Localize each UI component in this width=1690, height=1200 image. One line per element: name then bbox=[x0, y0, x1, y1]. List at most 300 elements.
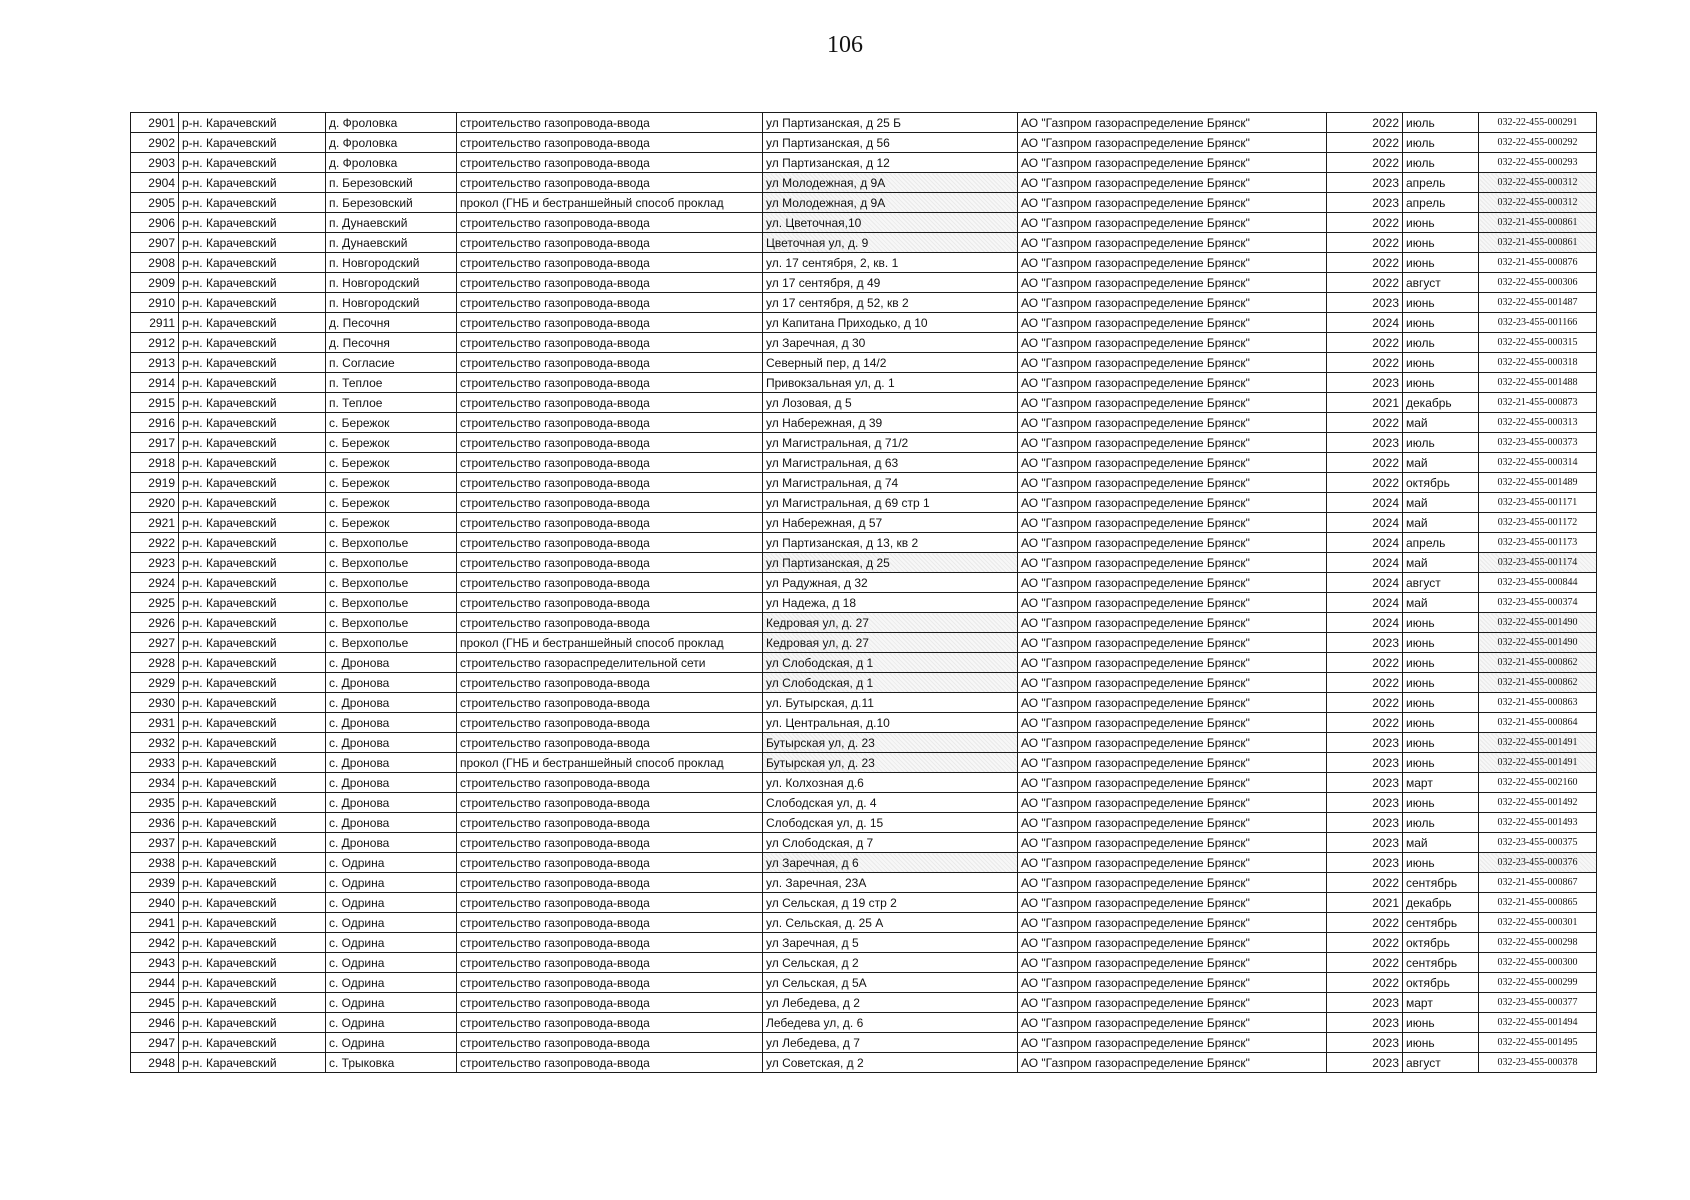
organization-cell: АО "Газпром газораспределение Брянск" bbox=[1018, 713, 1327, 733]
work-type-cell: строительство газопровода-ввода bbox=[457, 313, 763, 333]
organization-cell: АО "Газпром газораспределение Брянск" bbox=[1018, 733, 1327, 753]
table-row bbox=[131, 173, 1597, 193]
address-cell: ул. Цветочная,10 bbox=[763, 213, 1018, 233]
table-row bbox=[131, 993, 1597, 1013]
year-cell: 2023 bbox=[1327, 433, 1403, 453]
row-number-cell: 2925 bbox=[131, 593, 179, 613]
organization-cell: АО "Газпром газораспределение Брянск" bbox=[1018, 973, 1327, 993]
table-row bbox=[131, 553, 1597, 573]
address-cell: ул Слободская, д 7 bbox=[763, 833, 1018, 853]
month-cell: июнь bbox=[1403, 693, 1479, 713]
district-cell: р-н. Карачевский bbox=[179, 273, 326, 293]
table-row bbox=[131, 233, 1597, 253]
district-cell: р-н. Карачевский bbox=[179, 173, 326, 193]
settlement-cell: д. Песочня bbox=[326, 313, 457, 333]
settlement-cell: с. Верхополье bbox=[326, 613, 457, 633]
address-cell: ул Радужная, д 32 bbox=[763, 573, 1018, 593]
month-cell: июнь bbox=[1403, 753, 1479, 773]
year-cell: 2022 bbox=[1327, 453, 1403, 473]
row-number-cell: 2903 bbox=[131, 153, 179, 173]
year-cell: 2024 bbox=[1327, 593, 1403, 613]
row-number-cell: 2942 bbox=[131, 933, 179, 953]
permit-code-cell: 032-23-455-001174 bbox=[1479, 553, 1597, 573]
organization-cell: АО "Газпром газораспределение Брянск" bbox=[1018, 353, 1327, 373]
district-cell: р-н. Карачевский bbox=[179, 593, 326, 613]
district-cell: р-н. Карачевский bbox=[179, 373, 326, 393]
work-type-cell: строительство газопровода-ввода bbox=[457, 353, 763, 373]
month-cell: октябрь bbox=[1403, 473, 1479, 493]
year-cell: 2023 bbox=[1327, 833, 1403, 853]
address-cell: ул. Бутырская, д.11 bbox=[763, 693, 1018, 713]
year-cell: 2022 bbox=[1327, 873, 1403, 893]
address-cell: ул Заречная, д 5 bbox=[763, 933, 1018, 953]
address-cell: ул Сельская, д 5А bbox=[763, 973, 1018, 993]
address-cell: ул Набережная, д 57 bbox=[763, 513, 1018, 533]
month-cell: март bbox=[1403, 993, 1479, 1013]
row-number-cell: 2916 bbox=[131, 413, 179, 433]
month-cell: апрель bbox=[1403, 173, 1479, 193]
settlement-cell: п. Новгородский bbox=[326, 293, 457, 313]
work-type-cell: строительство газопровода-ввода bbox=[457, 253, 763, 273]
year-cell: 2024 bbox=[1327, 553, 1403, 573]
month-cell: июль bbox=[1403, 153, 1479, 173]
table-row bbox=[131, 1053, 1597, 1073]
work-type-cell: строительство газопровода-ввода bbox=[457, 513, 763, 533]
permit-code-cell: 032-22-455-001490 bbox=[1479, 633, 1597, 653]
work-type-cell: строительство газопровода-ввода bbox=[457, 413, 763, 433]
settlement-cell: с. Бережок bbox=[326, 413, 457, 433]
row-number-cell: 2919 bbox=[131, 473, 179, 493]
work-type-cell: строительство газопровода-ввода bbox=[457, 473, 763, 493]
year-cell: 2022 bbox=[1327, 413, 1403, 433]
permit-code-cell: 032-22-455-000313 bbox=[1479, 413, 1597, 433]
organization-cell: АО "Газпром газораспределение Брянск" bbox=[1018, 273, 1327, 293]
table-row bbox=[131, 573, 1597, 593]
table-row bbox=[131, 693, 1597, 713]
organization-cell: АО "Газпром газораспределение Брянск" bbox=[1018, 873, 1327, 893]
row-number-cell: 2906 bbox=[131, 213, 179, 233]
month-cell: декабрь bbox=[1403, 393, 1479, 413]
address-cell: Бутырская ул, д. 23 bbox=[763, 753, 1018, 773]
row-number-cell: 2940 bbox=[131, 893, 179, 913]
row-number-cell: 2922 bbox=[131, 533, 179, 553]
work-type-cell: строительство газопровода-ввода bbox=[457, 873, 763, 893]
month-cell: июнь bbox=[1403, 373, 1479, 393]
settlement-cell: с. Дронова bbox=[326, 693, 457, 713]
row-number-cell: 2937 bbox=[131, 833, 179, 853]
address-cell: ул. Центральная, д.10 bbox=[763, 713, 1018, 733]
table-row bbox=[131, 313, 1597, 333]
organization-cell: АО "Газпром газораспределение Брянск" bbox=[1018, 673, 1327, 693]
settlement-cell: с. Одрина bbox=[326, 973, 457, 993]
district-cell: р-н. Карачевский bbox=[179, 233, 326, 253]
district-cell: р-н. Карачевский bbox=[179, 553, 326, 573]
table-row bbox=[131, 413, 1597, 433]
district-cell: р-н. Карачевский bbox=[179, 693, 326, 713]
organization-cell: АО "Газпром газораспределение Брянск" bbox=[1018, 1033, 1327, 1053]
organization-cell: АО "Газпром газораспределение Брянск" bbox=[1018, 473, 1327, 493]
work-type-cell: строительство газопровода-ввода bbox=[457, 833, 763, 853]
address-cell: ул Слободская, д 1 bbox=[763, 673, 1018, 693]
organization-cell: АО "Газпром газораспределение Брянск" bbox=[1018, 793, 1327, 813]
district-cell: р-н. Карачевский bbox=[179, 293, 326, 313]
organization-cell: АО "Газпром газораспределение Брянск" bbox=[1018, 433, 1327, 453]
address-cell: Цветочная ул, д. 9 bbox=[763, 233, 1018, 253]
year-cell: 2022 bbox=[1327, 933, 1403, 953]
registry-body bbox=[131, 113, 1597, 1073]
district-cell: р-н. Карачевский bbox=[179, 953, 326, 973]
work-type-cell: строительство газопровода-ввода bbox=[457, 933, 763, 953]
month-cell: июнь bbox=[1403, 613, 1479, 633]
month-cell: июнь bbox=[1403, 253, 1479, 273]
row-number-cell: 2944 bbox=[131, 973, 179, 993]
year-cell: 2022 bbox=[1327, 133, 1403, 153]
work-type-cell: строительство газопровода-ввода bbox=[457, 293, 763, 313]
month-cell: август bbox=[1403, 573, 1479, 593]
settlement-cell: с. Верхополье bbox=[326, 593, 457, 613]
row-number-cell: 2948 bbox=[131, 1053, 179, 1073]
permit-code-cell: 032-23-455-001173 bbox=[1479, 533, 1597, 553]
work-type-cell: строительство газопровода-ввода bbox=[457, 533, 763, 553]
settlement-cell: с. Бережок bbox=[326, 453, 457, 473]
organization-cell: АО "Газпром газораспределение Брянск" bbox=[1018, 1013, 1327, 1033]
permit-code-cell: 032-22-455-000292 bbox=[1479, 133, 1597, 153]
permit-code-cell: 032-23-455-000378 bbox=[1479, 1053, 1597, 1073]
table-row bbox=[131, 333, 1597, 353]
district-cell: р-н. Карачевский bbox=[179, 193, 326, 213]
year-cell: 2022 bbox=[1327, 213, 1403, 233]
year-cell: 2023 bbox=[1327, 773, 1403, 793]
district-cell: р-н. Карачевский bbox=[179, 633, 326, 653]
permit-code-cell: 032-22-455-000293 bbox=[1479, 153, 1597, 173]
permit-code-cell: 032-22-455-001490 bbox=[1479, 613, 1597, 633]
organization-cell: АО "Газпром газораспределение Брянск" bbox=[1018, 753, 1327, 773]
address-cell: ул Надежа, д 18 bbox=[763, 593, 1018, 613]
address-cell: Кедровая ул, д. 27 bbox=[763, 633, 1018, 653]
row-number-cell: 2915 bbox=[131, 393, 179, 413]
address-cell: Привокзальная ул, д. 1 bbox=[763, 373, 1018, 393]
month-cell: сентябрь bbox=[1403, 913, 1479, 933]
month-cell: июнь bbox=[1403, 233, 1479, 253]
organization-cell: АО "Газпром газораспределение Брянск" bbox=[1018, 173, 1327, 193]
work-type-cell: строительство газопровода-ввода bbox=[457, 433, 763, 453]
permit-code-cell: 032-22-455-001489 bbox=[1479, 473, 1597, 493]
permit-code-cell: 032-21-455-000861 bbox=[1479, 233, 1597, 253]
permit-code-cell: 032-23-455-000377 bbox=[1479, 993, 1597, 1013]
settlement-cell: п. Согласие bbox=[326, 353, 457, 373]
year-cell: 2022 bbox=[1327, 153, 1403, 173]
table-row bbox=[131, 773, 1597, 793]
month-cell: июнь bbox=[1403, 653, 1479, 673]
month-cell: октябрь bbox=[1403, 973, 1479, 993]
district-cell: р-н. Карачевский bbox=[179, 873, 326, 893]
table-row bbox=[131, 1013, 1597, 1033]
district-cell: р-н. Карачевский bbox=[179, 153, 326, 173]
district-cell: р-н. Карачевский bbox=[179, 613, 326, 633]
table-row bbox=[131, 113, 1597, 133]
district-cell: р-н. Карачевский bbox=[179, 573, 326, 593]
address-cell: ул Набережная, д 39 bbox=[763, 413, 1018, 433]
month-cell: март bbox=[1403, 773, 1479, 793]
row-number-cell: 2924 bbox=[131, 573, 179, 593]
year-cell: 2023 bbox=[1327, 813, 1403, 833]
year-cell: 2024 bbox=[1327, 513, 1403, 533]
settlement-cell: с. Бережок bbox=[326, 493, 457, 513]
organization-cell: АО "Газпром газораспределение Брянск" bbox=[1018, 533, 1327, 553]
district-cell: р-н. Карачевский bbox=[179, 413, 326, 433]
settlement-cell: п. Дунаевский bbox=[326, 233, 457, 253]
row-number-cell: 2907 bbox=[131, 233, 179, 253]
permit-code-cell: 032-22-455-001495 bbox=[1479, 1033, 1597, 1053]
permit-code-cell: 032-23-455-000373 bbox=[1479, 433, 1597, 453]
settlement-cell: п. Березовский bbox=[326, 193, 457, 213]
district-cell: р-н. Карачевский bbox=[179, 333, 326, 353]
work-type-cell: строительство газопровода-ввода bbox=[457, 453, 763, 473]
settlement-cell: с. Одрина bbox=[326, 933, 457, 953]
work-type-cell: строительство газопровода-ввода bbox=[457, 553, 763, 573]
address-cell: ул. Колхозная д.6 bbox=[763, 773, 1018, 793]
month-cell: июнь bbox=[1403, 733, 1479, 753]
address-cell: ул Партизанская, д 25 Б bbox=[763, 113, 1018, 133]
organization-cell: АО "Газпром газораспределение Брянск" bbox=[1018, 613, 1327, 633]
work-type-cell: строительство газопровода-ввода bbox=[457, 893, 763, 913]
address-cell: ул 17 сентября, д 52, кв 2 bbox=[763, 293, 1018, 313]
settlement-cell: с. Одрина bbox=[326, 1013, 457, 1033]
address-cell: ул Капитана Приходько, д 10 bbox=[763, 313, 1018, 333]
district-cell: р-н. Карачевский bbox=[179, 393, 326, 413]
organization-cell: АО "Газпром газораспределение Брянск" bbox=[1018, 913, 1327, 933]
permit-code-cell: 032-22-455-001492 bbox=[1479, 793, 1597, 813]
address-cell: Лебедева ул, д. 6 bbox=[763, 1013, 1018, 1033]
work-type-cell: строительство газопровода-ввода bbox=[457, 333, 763, 353]
year-cell: 2022 bbox=[1327, 973, 1403, 993]
organization-cell: АО "Газпром газораспределение Брянск" bbox=[1018, 633, 1327, 653]
month-cell: июнь bbox=[1403, 353, 1479, 373]
permit-code-cell: 032-22-455-000315 bbox=[1479, 333, 1597, 353]
organization-cell: АО "Газпром газораспределение Брянск" bbox=[1018, 493, 1327, 513]
year-cell: 2022 bbox=[1327, 113, 1403, 133]
page-number: 106 bbox=[827, 32, 863, 58]
organization-cell: АО "Газпром газораспределение Брянск" bbox=[1018, 1053, 1327, 1073]
row-number-cell: 2911 bbox=[131, 313, 179, 333]
table-row bbox=[131, 1033, 1597, 1053]
settlement-cell: п. Новгородский bbox=[326, 273, 457, 293]
address-cell: ул Заречная, д 30 bbox=[763, 333, 1018, 353]
work-type-cell: прокол (ГНБ и бестраншейный способ проклад bbox=[457, 633, 763, 653]
work-type-cell: строительство газопровода-ввода bbox=[457, 773, 763, 793]
work-type-cell: прокол (ГНБ и бестраншейный способ проклад bbox=[457, 193, 763, 213]
table-row bbox=[131, 453, 1597, 473]
row-number-cell: 2904 bbox=[131, 173, 179, 193]
month-cell: июль bbox=[1403, 813, 1479, 833]
organization-cell: АО "Газпром газораспределение Брянск" bbox=[1018, 253, 1327, 273]
row-number-cell: 2935 bbox=[131, 793, 179, 813]
row-number-cell: 2918 bbox=[131, 453, 179, 473]
address-cell: ул Партизанская, д 12 bbox=[763, 153, 1018, 173]
work-type-cell: строительство газопровода-ввода bbox=[457, 693, 763, 713]
permit-code-cell: 032-22-455-000312 bbox=[1479, 173, 1597, 193]
organization-cell: АО "Газпром газораспределение Брянск" bbox=[1018, 593, 1327, 613]
table-row bbox=[131, 353, 1597, 373]
month-cell: июнь bbox=[1403, 1013, 1479, 1033]
address-cell: ул 17 сентября, д 49 bbox=[763, 273, 1018, 293]
district-cell: р-н. Карачевский bbox=[179, 1033, 326, 1053]
work-type-cell: строительство газопровода-ввода bbox=[457, 673, 763, 693]
organization-cell: АО "Газпром газораспределение Брянск" bbox=[1018, 813, 1327, 833]
year-cell: 2022 bbox=[1327, 273, 1403, 293]
table-row bbox=[131, 633, 1597, 653]
table-row bbox=[131, 813, 1597, 833]
work-type-cell: строительство газопровода-ввода bbox=[457, 613, 763, 633]
address-cell: ул Партизанская, д 56 bbox=[763, 133, 1018, 153]
district-cell: р-н. Карачевский bbox=[179, 1013, 326, 1033]
district-cell: р-н. Карачевский bbox=[179, 753, 326, 773]
organization-cell: АО "Газпром газораспределение Брянск" bbox=[1018, 453, 1327, 473]
permit-code-cell: 032-21-455-000864 bbox=[1479, 713, 1597, 733]
month-cell: июнь bbox=[1403, 313, 1479, 333]
address-cell: Кедровая ул, д. 27 bbox=[763, 613, 1018, 633]
row-number-cell: 2934 bbox=[131, 773, 179, 793]
address-cell: ул Лебедева, д 2 bbox=[763, 993, 1018, 1013]
settlement-cell: п. Теплое bbox=[326, 393, 457, 413]
district-cell: р-н. Карачевский bbox=[179, 893, 326, 913]
settlement-cell: с. Дронова bbox=[326, 833, 457, 853]
address-cell: ул. Сельская, д. 25 А bbox=[763, 913, 1018, 933]
permit-code-cell: 032-21-455-000876 bbox=[1479, 253, 1597, 273]
month-cell: июль bbox=[1403, 113, 1479, 133]
address-cell: ул Магистральная, д 63 bbox=[763, 453, 1018, 473]
row-number-cell: 2910 bbox=[131, 293, 179, 313]
district-cell: р-н. Карачевский bbox=[179, 313, 326, 333]
settlement-cell: д. Фроловка bbox=[326, 113, 457, 133]
year-cell: 2023 bbox=[1327, 993, 1403, 1013]
row-number-cell: 2920 bbox=[131, 493, 179, 513]
district-cell: р-н. Карачевский bbox=[179, 853, 326, 873]
row-number-cell: 2932 bbox=[131, 733, 179, 753]
row-number-cell: 2931 bbox=[131, 713, 179, 733]
district-cell: р-н. Карачевский bbox=[179, 973, 326, 993]
settlement-cell: с. Верхополье bbox=[326, 573, 457, 593]
month-cell: июнь bbox=[1403, 793, 1479, 813]
organization-cell: АО "Газпром газораспределение Брянск" bbox=[1018, 313, 1327, 333]
table-row bbox=[131, 493, 1597, 513]
address-cell: ул Магистральная, д 69 стр 1 bbox=[763, 493, 1018, 513]
district-cell: р-н. Карачевский bbox=[179, 213, 326, 233]
work-type-cell: строительство газопровода-ввода bbox=[457, 373, 763, 393]
month-cell: апрель bbox=[1403, 193, 1479, 213]
organization-cell: АО "Газпром газораспределение Брянск" bbox=[1018, 693, 1327, 713]
month-cell: июнь bbox=[1403, 633, 1479, 653]
district-cell: р-н. Карачевский bbox=[179, 993, 326, 1013]
district-cell: р-н. Карачевский bbox=[179, 833, 326, 853]
organization-cell: АО "Газпром газораспределение Брянск" bbox=[1018, 573, 1327, 593]
work-type-cell: строительство газопровода-ввода bbox=[457, 233, 763, 253]
table-row bbox=[131, 673, 1597, 693]
settlement-cell: п. Дунаевский bbox=[326, 213, 457, 233]
year-cell: 2024 bbox=[1327, 493, 1403, 513]
row-number-cell: 2945 bbox=[131, 993, 179, 1013]
month-cell: август bbox=[1403, 1053, 1479, 1073]
row-number-cell: 2908 bbox=[131, 253, 179, 273]
permit-code-cell: 032-21-455-000862 bbox=[1479, 673, 1597, 693]
organization-cell: АО "Газпром газораспределение Брянск" bbox=[1018, 993, 1327, 1013]
year-cell: 2023 bbox=[1327, 373, 1403, 393]
row-number-cell: 2913 bbox=[131, 353, 179, 373]
table-row bbox=[131, 733, 1597, 753]
registry-table bbox=[130, 112, 1597, 1073]
permit-code-cell: 032-22-455-002160 bbox=[1479, 773, 1597, 793]
permit-code-cell: 032-22-455-001491 bbox=[1479, 733, 1597, 753]
table-row bbox=[131, 753, 1597, 773]
year-cell: 2024 bbox=[1327, 313, 1403, 333]
table-row bbox=[131, 293, 1597, 313]
month-cell: май bbox=[1403, 493, 1479, 513]
organization-cell: АО "Газпром газораспределение Брянск" bbox=[1018, 193, 1327, 213]
settlement-cell: с. Одрина bbox=[326, 993, 457, 1013]
permit-code-cell: 032-22-455-001491 bbox=[1479, 753, 1597, 773]
month-cell: декабрь bbox=[1403, 893, 1479, 913]
organization-cell: АО "Газпром газораспределение Брянск" bbox=[1018, 953, 1327, 973]
address-cell: ул Советская, д 2 bbox=[763, 1053, 1018, 1073]
month-cell: июнь bbox=[1403, 213, 1479, 233]
permit-code-cell: 032-21-455-000861 bbox=[1479, 213, 1597, 233]
table-row bbox=[131, 393, 1597, 413]
district-cell: р-н. Карачевский bbox=[179, 673, 326, 693]
work-type-cell: строительство газопровода-ввода bbox=[457, 493, 763, 513]
address-cell: ул. Заречная, 23А bbox=[763, 873, 1018, 893]
month-cell: июнь bbox=[1403, 853, 1479, 873]
address-cell: ул Сельская, д 2 bbox=[763, 953, 1018, 973]
permit-code-cell: 032-21-455-000873 bbox=[1479, 393, 1597, 413]
address-cell: ул Молодежная, д 9А bbox=[763, 193, 1018, 213]
year-cell: 2022 bbox=[1327, 913, 1403, 933]
address-cell: ул. 17 сентября, 2, кв. 1 bbox=[763, 253, 1018, 273]
row-number-cell: 2946 bbox=[131, 1013, 179, 1033]
year-cell: 2021 bbox=[1327, 393, 1403, 413]
settlement-cell: с. Одрина bbox=[326, 913, 457, 933]
year-cell: 2023 bbox=[1327, 753, 1403, 773]
district-cell: р-н. Карачевский bbox=[179, 113, 326, 133]
year-cell: 2022 bbox=[1327, 233, 1403, 253]
year-cell: 2024 bbox=[1327, 613, 1403, 633]
settlement-cell: с. Одрина bbox=[326, 1033, 457, 1053]
district-cell: р-н. Карачевский bbox=[179, 533, 326, 553]
settlement-cell: п. Теплое bbox=[326, 373, 457, 393]
district-cell: р-н. Карачевский bbox=[179, 933, 326, 953]
district-cell: р-н. Карачевский bbox=[179, 253, 326, 273]
row-number-cell: 2936 bbox=[131, 813, 179, 833]
settlement-cell: с. Верхополье bbox=[326, 533, 457, 553]
permit-code-cell: 032-22-455-000291 bbox=[1479, 113, 1597, 133]
work-type-cell: строительство газопровода-ввода bbox=[457, 213, 763, 233]
work-type-cell: строительство газопровода-ввода bbox=[457, 713, 763, 733]
work-type-cell: строительство газопровода-ввода bbox=[457, 913, 763, 933]
permit-code-cell: 032-22-455-000314 bbox=[1479, 453, 1597, 473]
work-type-cell: строительство газопровода-ввода bbox=[457, 973, 763, 993]
address-cell: Слободская ул, д. 15 bbox=[763, 813, 1018, 833]
district-cell: р-н. Карачевский bbox=[179, 1053, 326, 1073]
permit-code-cell: 032-22-455-000299 bbox=[1479, 973, 1597, 993]
table-row bbox=[131, 873, 1597, 893]
organization-cell: АО "Газпром газораспределение Брянск" bbox=[1018, 893, 1327, 913]
month-cell: август bbox=[1403, 273, 1479, 293]
address-cell: ул Партизанская, д 25 bbox=[763, 553, 1018, 573]
month-cell: сентябрь bbox=[1403, 873, 1479, 893]
organization-cell: АО "Газпром газораспределение Брянск" bbox=[1018, 513, 1327, 533]
permit-code-cell: 032-22-455-001493 bbox=[1479, 813, 1597, 833]
address-cell: ул Слободская, д 1 bbox=[763, 653, 1018, 673]
district-cell: р-н. Карачевский bbox=[179, 733, 326, 753]
